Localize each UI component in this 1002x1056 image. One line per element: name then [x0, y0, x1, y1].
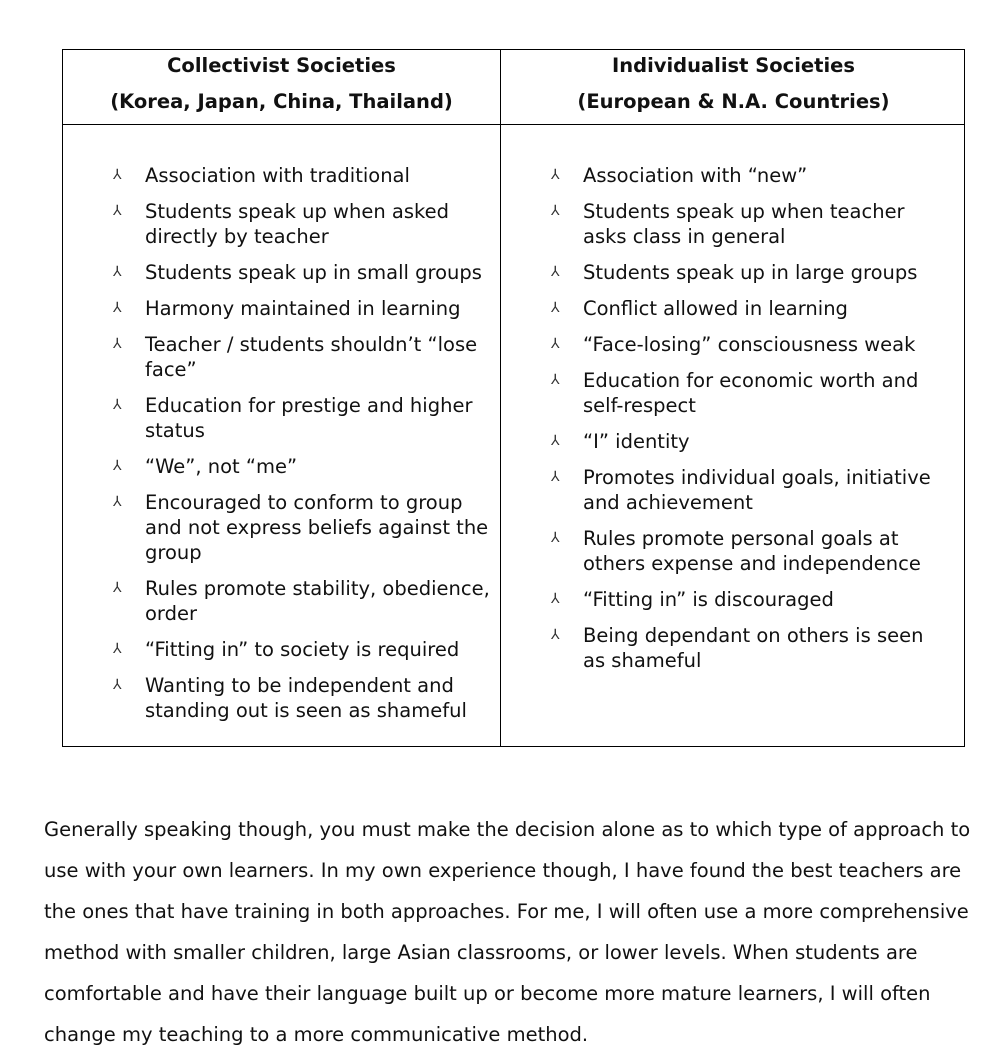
list-item-text: Education for economic worth and self-respect — [583, 369, 919, 417]
bullet-icon: ⅄ — [551, 591, 560, 607]
individualist-countries: (European & N.A. Countries) — [577, 90, 890, 113]
list-item-text: “Fitting in” to society is required — [145, 638, 460, 661]
list-item — [551, 368, 951, 418]
list-item — [113, 296, 493, 321]
list-item — [551, 429, 951, 454]
list-item-text: Students speak up when teacher asks class in general — [583, 200, 905, 248]
collectivist-countries: (Korea, Japan, China, Thailand) — [110, 90, 453, 113]
bullet-icon: ⅄ — [113, 458, 122, 474]
bullet-icon: ⅄ — [551, 627, 560, 643]
list-item — [551, 465, 951, 515]
list-item-text: Students speak up in large groups — [583, 261, 918, 284]
list-item-text: Rules promote personal goals at others expense and independence — [583, 527, 921, 575]
list-item — [113, 673, 493, 723]
individualist-header — [501, 50, 966, 124]
bullet-icon: ⅄ — [113, 641, 122, 657]
bullet-icon: ⅄ — [551, 372, 560, 388]
list-item-text: Students speak up in small groups — [145, 261, 482, 284]
list-item-text: Encouraged to conform to group and not express beliefs against the group — [145, 491, 489, 564]
list-item-text: “We”, not “me” — [145, 455, 298, 478]
collectivist-title: Collectivist Societies — [167, 54, 396, 77]
list-item — [551, 199, 951, 249]
bullet-icon: ⅄ — [113, 264, 122, 280]
bullet-icon: ⅄ — [551, 167, 560, 183]
list-item-text: Association with “new” — [583, 164, 808, 187]
list-item-text: Conflict allowed in learning — [583, 297, 848, 320]
list-item — [113, 637, 493, 662]
list-item — [113, 393, 493, 443]
list-item — [551, 623, 951, 673]
collectivist-list — [113, 163, 493, 734]
list-item-text: Rules promote stability, obedience, order — [145, 577, 490, 625]
list-item — [113, 332, 493, 382]
list-item-text: “Face-losing” consciousness weak — [583, 333, 916, 356]
bullet-icon: ⅄ — [113, 203, 122, 219]
bullet-icon: ⅄ — [113, 494, 122, 510]
list-item — [113, 576, 493, 626]
collectivist-header — [63, 50, 500, 124]
list-item-text: Association with traditional — [145, 164, 410, 187]
list-item-text: Promotes individual goals, initiative and achievement — [583, 466, 931, 514]
comparison-table — [62, 49, 965, 747]
bullet-icon: ⅄ — [113, 397, 122, 413]
bullet-icon: ⅄ — [551, 203, 560, 219]
list-item-text: “Fitting in” is discouraged — [583, 588, 834, 611]
list-item — [551, 260, 951, 285]
list-item-text: Teacher / students shouldn’t “lose face” — [145, 333, 478, 381]
list-item — [113, 260, 493, 285]
individualist-title: Individualist Societies — [611, 54, 855, 77]
bullet-icon: ⅄ — [551, 300, 560, 316]
list-item — [551, 587, 951, 612]
bullet-icon: ⅄ — [113, 580, 122, 596]
list-item — [551, 296, 951, 321]
bullet-icon: ⅄ — [551, 530, 560, 546]
list-item-text: Harmony maintained in learning — [145, 297, 461, 320]
bullet-icon: ⅄ — [113, 167, 122, 183]
list-item-text: Students speak up when asked directly by teacher — [145, 200, 449, 248]
list-item — [551, 332, 951, 357]
header-divider — [63, 124, 964, 125]
list-item — [551, 526, 951, 576]
list-item — [113, 490, 493, 565]
list-item-text: “I” identity — [583, 430, 690, 453]
list-item-text: Being dependant on others is seen as shameful — [583, 624, 924, 672]
list-item — [113, 199, 493, 249]
bullet-icon: ⅄ — [551, 264, 560, 280]
list-item — [551, 163, 951, 188]
body-paragraph: Generally speaking though, you must make the decision alone as to which type of approach to use with your own learners. In my own experience though, I have found the best teachers are the ones that have training in both approaches. For me, I will often use a more comprehensive method with smaller children, large Asian classrooms, or lower levels. When students are comfortable and have their language built up or become more mature learners, I will often change my teaching to a more communicative method. — [44, 818, 971, 1046]
list-item-text: Education for prestige and higher status — [145, 394, 473, 442]
bullet-icon: ⅄ — [551, 469, 560, 485]
bullet-icon: ⅄ — [113, 677, 122, 693]
list-item — [113, 454, 493, 479]
bullet-icon: ⅄ — [551, 433, 560, 449]
bullet-icon: ⅄ — [113, 300, 122, 316]
column-divider — [500, 50, 501, 746]
bullet-icon: ⅄ — [551, 336, 560, 352]
list-item — [113, 163, 493, 188]
individualist-list — [551, 163, 951, 684]
list-item-text: Wanting to be independent and standing out is seen as shameful — [145, 674, 467, 722]
bullet-icon: ⅄ — [113, 336, 122, 352]
